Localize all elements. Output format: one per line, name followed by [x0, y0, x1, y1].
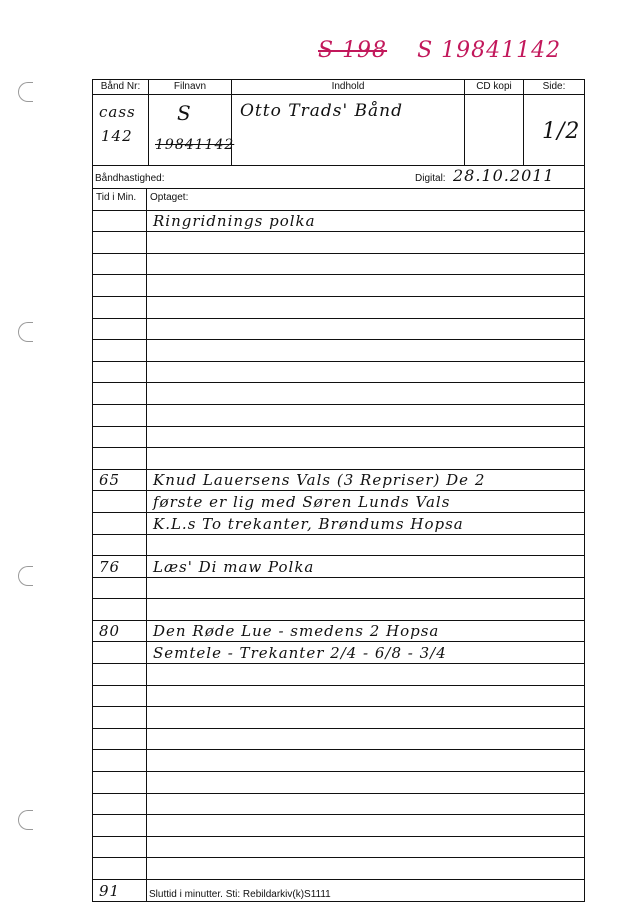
time-cell [93, 772, 147, 793]
recording-cell [147, 275, 584, 296]
recording-cell [147, 599, 584, 620]
time-cell [93, 794, 147, 815]
log-row [93, 275, 584, 297]
time-cell [93, 880, 147, 901]
archive-number: S 19841142 [417, 38, 562, 63]
log-row [93, 837, 584, 859]
recording-cell [147, 750, 584, 771]
log-row [93, 427, 584, 449]
indhold-text: Otto Trads' Bånd [240, 101, 403, 121]
recording-cell [147, 621, 584, 642]
log-row [93, 362, 584, 384]
time-cell [93, 340, 147, 361]
punch-hole-icon [18, 82, 33, 102]
time-cell [93, 815, 147, 836]
time-cell [93, 750, 147, 771]
time-cell [93, 491, 147, 512]
header-indhold: Indhold [232, 80, 465, 94]
log-row [93, 405, 584, 427]
time-cell [93, 189, 147, 210]
punch-hole-icon [18, 810, 33, 830]
time-cell [93, 319, 147, 340]
log-row [93, 707, 584, 729]
time-cell [93, 664, 147, 685]
recording-text: første er lig med Søren Lunds Vals [153, 492, 451, 511]
recording-cell [147, 254, 584, 275]
log-row [93, 448, 584, 470]
log-row [93, 556, 584, 578]
recording-cell [147, 405, 584, 426]
side-cell [524, 95, 584, 165]
side-value: 1/2 [542, 119, 581, 144]
log-row [93, 297, 584, 319]
time-cell [93, 275, 147, 296]
time-cell [93, 427, 147, 448]
time-cell [93, 599, 147, 620]
time-cell [93, 837, 147, 858]
time-value: 65 [99, 471, 121, 490]
band-nr-line1: cass [99, 103, 136, 121]
recording-cell [147, 772, 584, 793]
time-cell [93, 621, 147, 642]
recording-cell [147, 211, 584, 232]
log-row [93, 319, 584, 341]
recording-cell [147, 427, 584, 448]
tid-column-label: Tid i Min. [96, 192, 137, 203]
recording-cell [147, 794, 584, 815]
top-archive-note [318, 38, 561, 63]
time-value: 91 [99, 881, 121, 900]
recording-text: Læs' Di maw Polka [153, 557, 315, 576]
filnavn-cell [149, 95, 235, 165]
log-row [93, 772, 584, 794]
log-row [93, 621, 584, 643]
recording-text: K.L.s To trekanter, Brøndums Hopsa [153, 514, 464, 533]
log-row [93, 686, 584, 708]
recording-cell [147, 642, 584, 663]
log-row [93, 470, 584, 492]
log-row [93, 642, 584, 664]
time-cell [93, 642, 147, 663]
time-cell [93, 254, 147, 275]
recording-cell [147, 232, 584, 253]
recording-cell [147, 578, 584, 599]
time-cell [93, 470, 147, 491]
recording-cell [147, 362, 584, 383]
time-cell [93, 858, 147, 879]
time-cell [93, 448, 147, 469]
recording-cell [147, 686, 584, 707]
recording-cell [147, 535, 584, 556]
time-cell [93, 232, 147, 253]
log-row [93, 815, 584, 837]
recording-cell [147, 319, 584, 340]
header-filnavn: Filnavn [149, 80, 232, 94]
tape-log-form [92, 79, 585, 902]
log-row [93, 491, 584, 513]
recording-cell [147, 513, 584, 534]
filnavn-line1: S [177, 101, 192, 125]
optaget-column-label: Optaget: [150, 192, 189, 203]
time-cell [93, 405, 147, 426]
recording-cell [147, 729, 584, 750]
time-value: 76 [99, 557, 121, 576]
time-cell [93, 513, 147, 534]
recording-cell [147, 297, 584, 318]
recording-cell [147, 189, 584, 210]
time-cell [93, 297, 147, 318]
digital-label: Digital: [415, 173, 446, 184]
recording-cell [147, 707, 584, 728]
recording-text: Den Røde Lue - smedens 2 Hopsa [153, 622, 440, 641]
time-cell [93, 556, 147, 577]
header-cd-kopi: CD kopi [465, 80, 524, 94]
time-cell [93, 211, 147, 232]
log-row [93, 535, 584, 557]
time-cell [93, 383, 147, 404]
time-cell [93, 362, 147, 383]
struck-archive-number: S 198 [318, 38, 388, 63]
log-row [93, 232, 584, 254]
log-row [93, 578, 584, 600]
log-row [93, 513, 584, 535]
log-row [93, 794, 584, 816]
header-band-nr: Bånd Nr: [93, 80, 149, 94]
form-top-box [93, 95, 584, 166]
time-cell [93, 707, 147, 728]
recording-cell [147, 556, 584, 577]
punch-hole-icon [18, 566, 33, 586]
cd-kopi-cell [465, 95, 524, 165]
time-cell [93, 535, 147, 556]
time-cell [93, 686, 147, 707]
recording-cell [147, 383, 584, 404]
log-row [93, 880, 584, 901]
band-nr-line2: 142 [101, 127, 133, 145]
recording-cell [147, 815, 584, 836]
recording-cell [147, 880, 584, 901]
recording-cell [147, 340, 584, 361]
log-rows [93, 189, 584, 901]
time-cell [93, 578, 147, 599]
log-row [93, 729, 584, 751]
log-row [93, 254, 584, 276]
digital-date: 28.10.2011 [453, 166, 555, 185]
recording-cell [147, 470, 584, 491]
log-row [93, 750, 584, 772]
header-side: Side: [542, 81, 566, 92]
recording-text: Semtele - Trekanter 2/4 - 6/8 - 3/4 [153, 644, 447, 663]
punch-hole-icon [18, 322, 33, 342]
recording-cell [147, 858, 584, 879]
log-row [93, 664, 584, 686]
log-row [93, 189, 584, 211]
recording-cell [147, 491, 584, 512]
band-nr-cell [93, 95, 149, 165]
log-row [93, 340, 584, 362]
recording-cell [147, 448, 584, 469]
log-row [93, 858, 584, 880]
log-row [93, 599, 584, 621]
indhold-cell [232, 95, 465, 165]
form-header-row [93, 80, 584, 95]
bandhastighed-label: Båndhastighed: [95, 173, 165, 184]
log-row [93, 211, 584, 233]
info-row [93, 166, 584, 189]
time-value: 80 [99, 622, 121, 641]
recording-text: Ringridnings polka [153, 212, 316, 231]
log-row [93, 383, 584, 405]
recording-text: Knud Lauersens Vals (3 Repriser) De 2 [153, 471, 486, 490]
recording-cell [147, 664, 584, 685]
filnavn-line2: 19841142 [155, 137, 235, 153]
time-cell [93, 729, 147, 750]
recording-cell [147, 837, 584, 858]
footer-note: Sluttid i minutter. Sti: Rebildarkiv(k)S1111 [149, 888, 331, 900]
